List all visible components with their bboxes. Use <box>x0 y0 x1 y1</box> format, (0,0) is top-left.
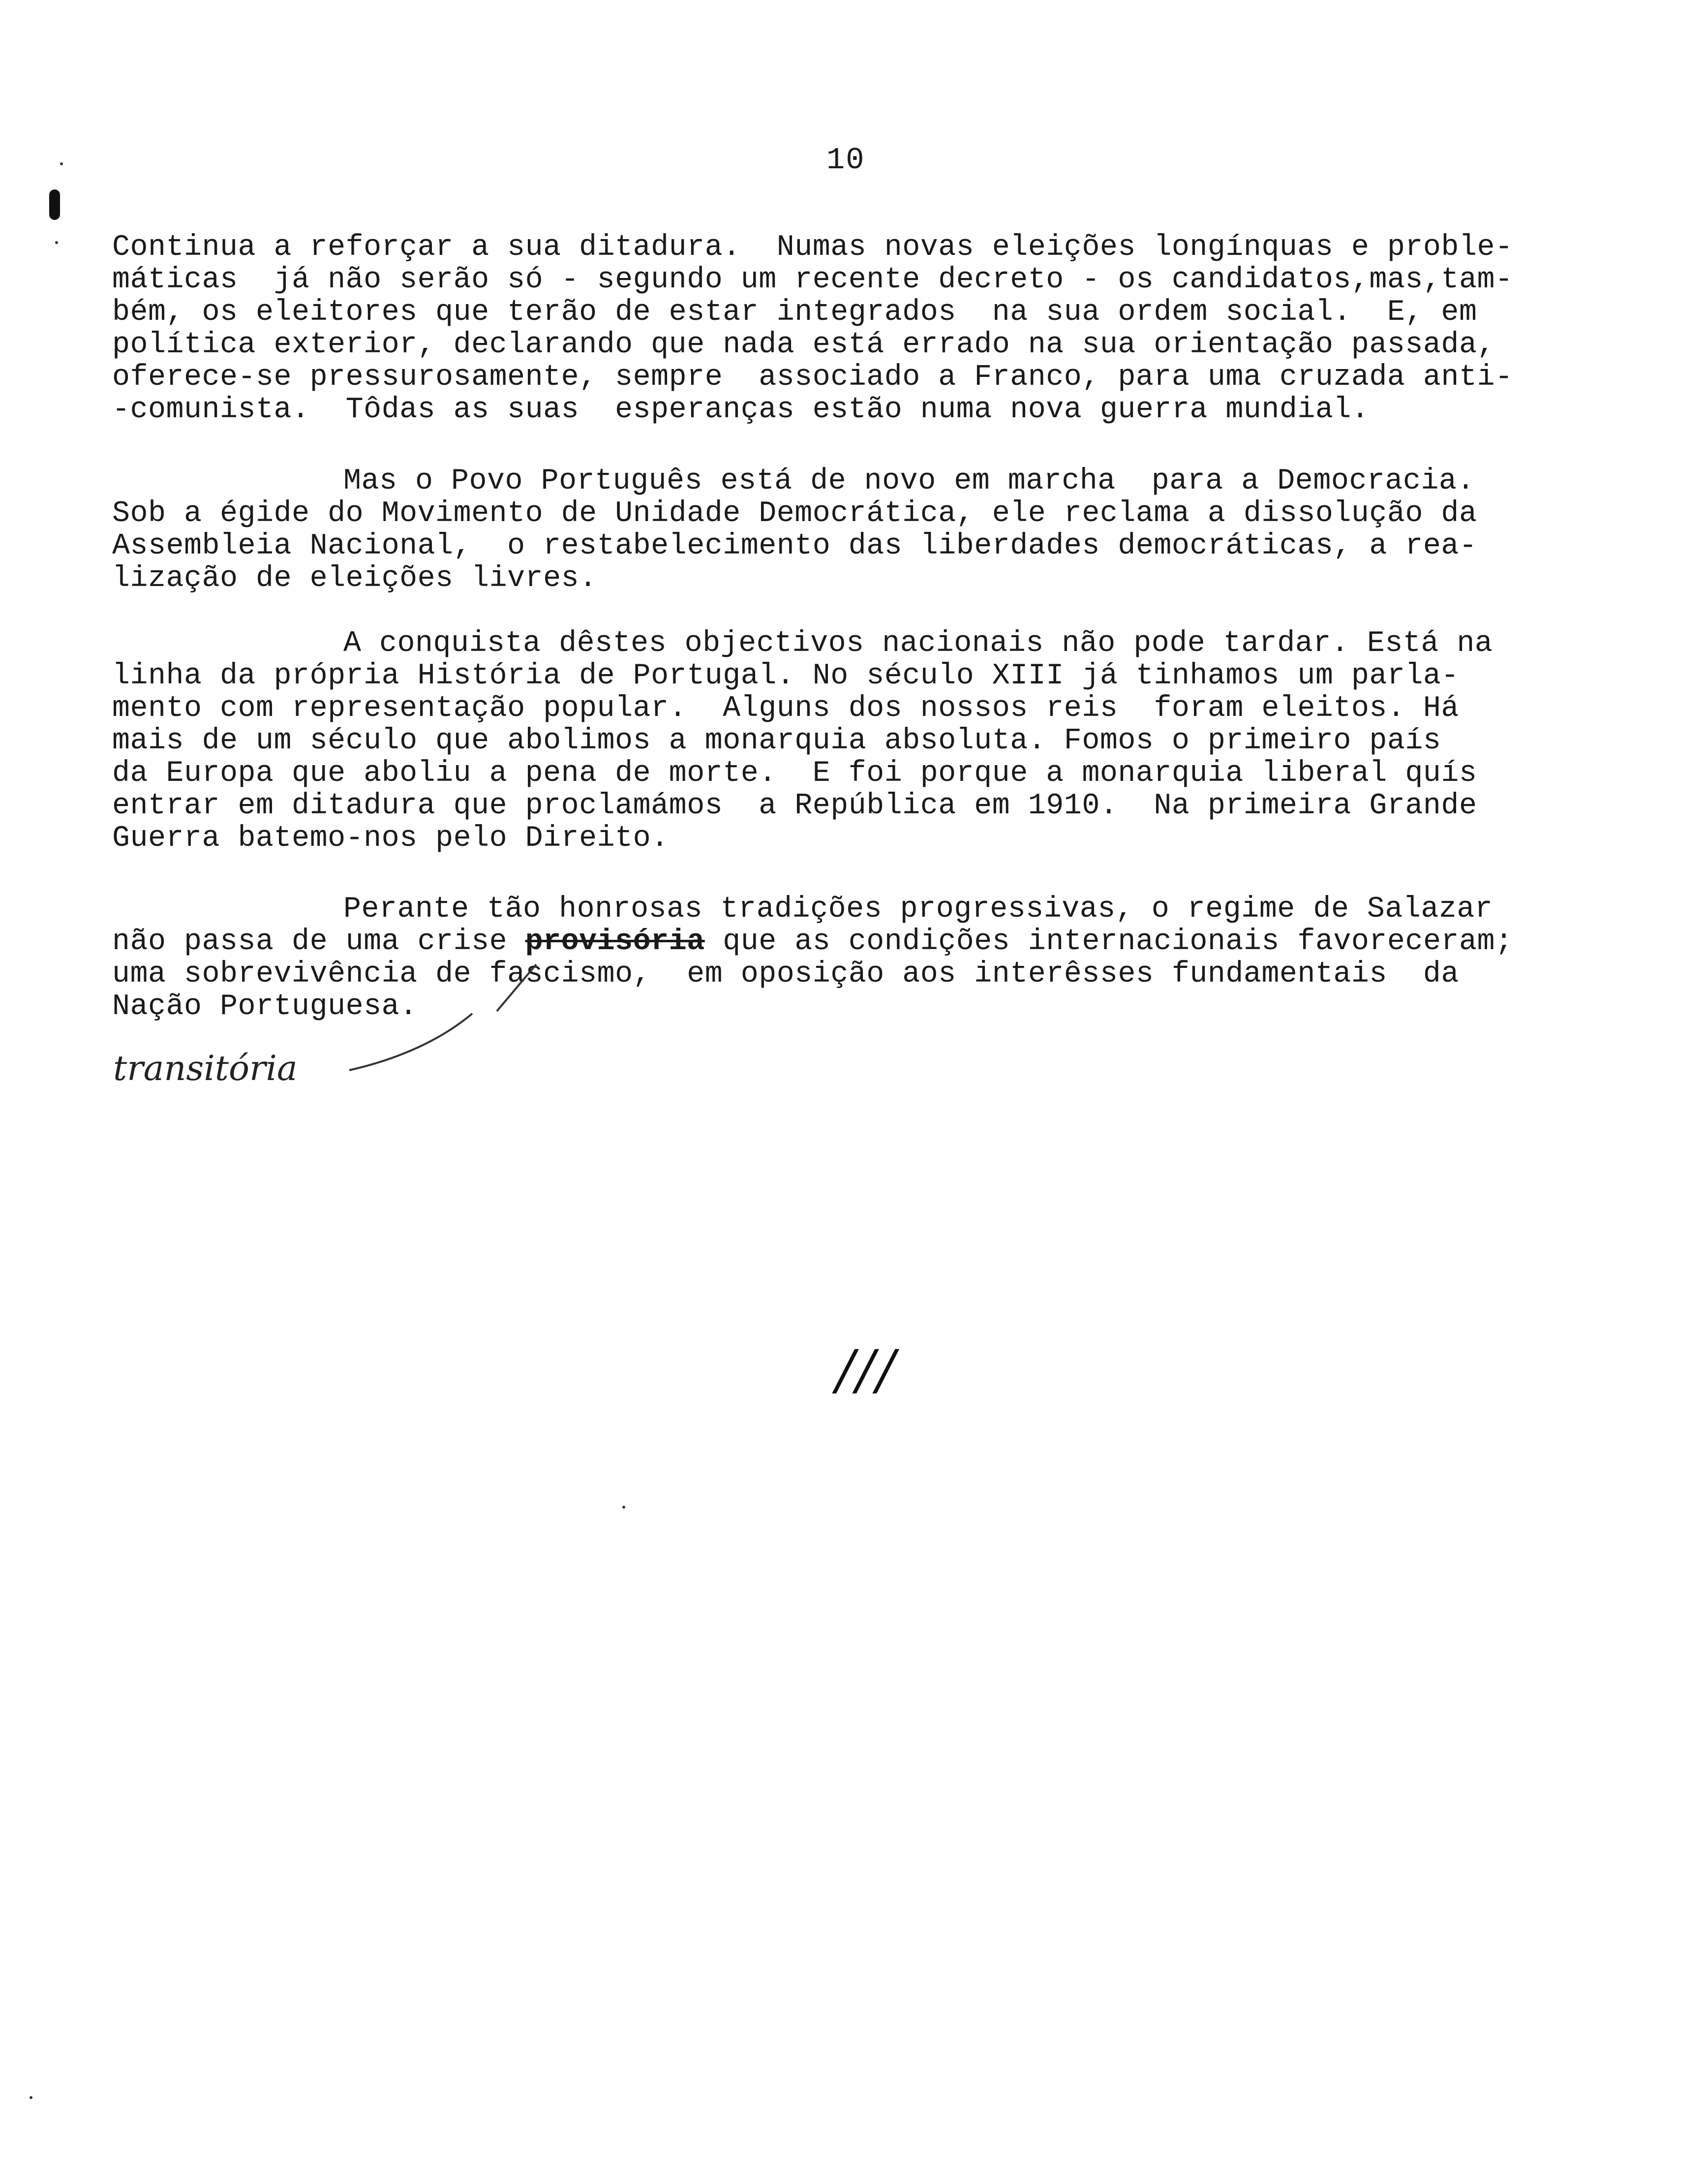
text-segment: que as condições internacionais favoreceram; <box>704 925 1513 959</box>
text-line: Guerra batemo-nos pelo Direito. <box>112 822 669 855</box>
margin-punch-mark <box>49 189 60 220</box>
paragraph-4 <box>112 893 1608 1023</box>
page-number: 10 <box>826 143 865 178</box>
text-line: lização de eleições livres. <box>112 562 597 595</box>
paragraph-3 <box>112 627 1608 855</box>
struck-word: provisória <box>525 925 705 959</box>
text-line: bém, os eleitores que terão de estar integrados na sua ordem social. E, em <box>112 296 1477 329</box>
text-line: -comunista. Tôdas as suas esperanças estão numa nova guerra mundial. <box>112 393 1370 427</box>
page-speck <box>30 2096 32 2099</box>
handwritten-annotation: transitória <box>113 1048 298 1088</box>
page-speck <box>622 1506 625 1509</box>
text-line: mais de um século que abolimos a monarquia absoluta. Fomos o primeiro país <box>112 724 1441 758</box>
text-line: Perante tão honrosas tradições progressivas, o regime de Salazar <box>343 893 1493 926</box>
paragraph-2 <box>112 465 1608 595</box>
text-line: oferece-se pressurosamente, sempre associado a Franco, para uma cruzada anti- <box>112 361 1513 394</box>
text-line: uma sobrevivência de fascismo, em oposição aos interêsses fundamentais da <box>112 958 1459 991</box>
text-line: máticas já não serão só - segundo um recente decreto - os candidatos,mas,tam- <box>112 263 1513 297</box>
text-line: A conquista dêstes objectivos nacionais não pode tardar. Está na <box>343 627 1493 660</box>
margin-speck <box>60 162 63 165</box>
end-mark: /// <box>836 1338 897 1401</box>
text-line: Nação Portuguesa. <box>112 990 418 1023</box>
text-line: Sob a égide do Movimento de Unidade Democrática, ele reclama a dissolução da <box>112 497 1477 530</box>
text-line: política exterior, declarando que nada está errado na sua orientação passada, <box>112 328 1495 362</box>
text-line: entrar em ditadura que proclamámos a República em 1910. Na primeira Grande <box>112 789 1477 823</box>
text-segment: não passa de uma crise <box>112 925 525 959</box>
text-line: linha da própria História de Portugal. No século XIII já tinhamos um parla- <box>112 659 1459 693</box>
text-line: Continua a reforçar a sua ditadura. Numas novas eleições longínquas e proble- <box>112 231 1513 264</box>
paragraph-1 <box>112 231 1608 426</box>
text-line-with-correction <box>112 926 1608 958</box>
text-line: Mas o Povo Português está de novo em marcha para a Democracia. <box>343 464 1475 498</box>
text-line: mento com representação popular. Alguns dos nossos reis foram eleitos. Há <box>112 692 1459 725</box>
margin-speck <box>55 241 58 244</box>
text-line: da Europa que aboliu a pena de morte. E foi porque a monarquia liberal quís <box>112 757 1477 790</box>
text-line: Assembleia Nacional, o restabelecimento das liberdades democráticas, a rea- <box>112 529 1477 563</box>
